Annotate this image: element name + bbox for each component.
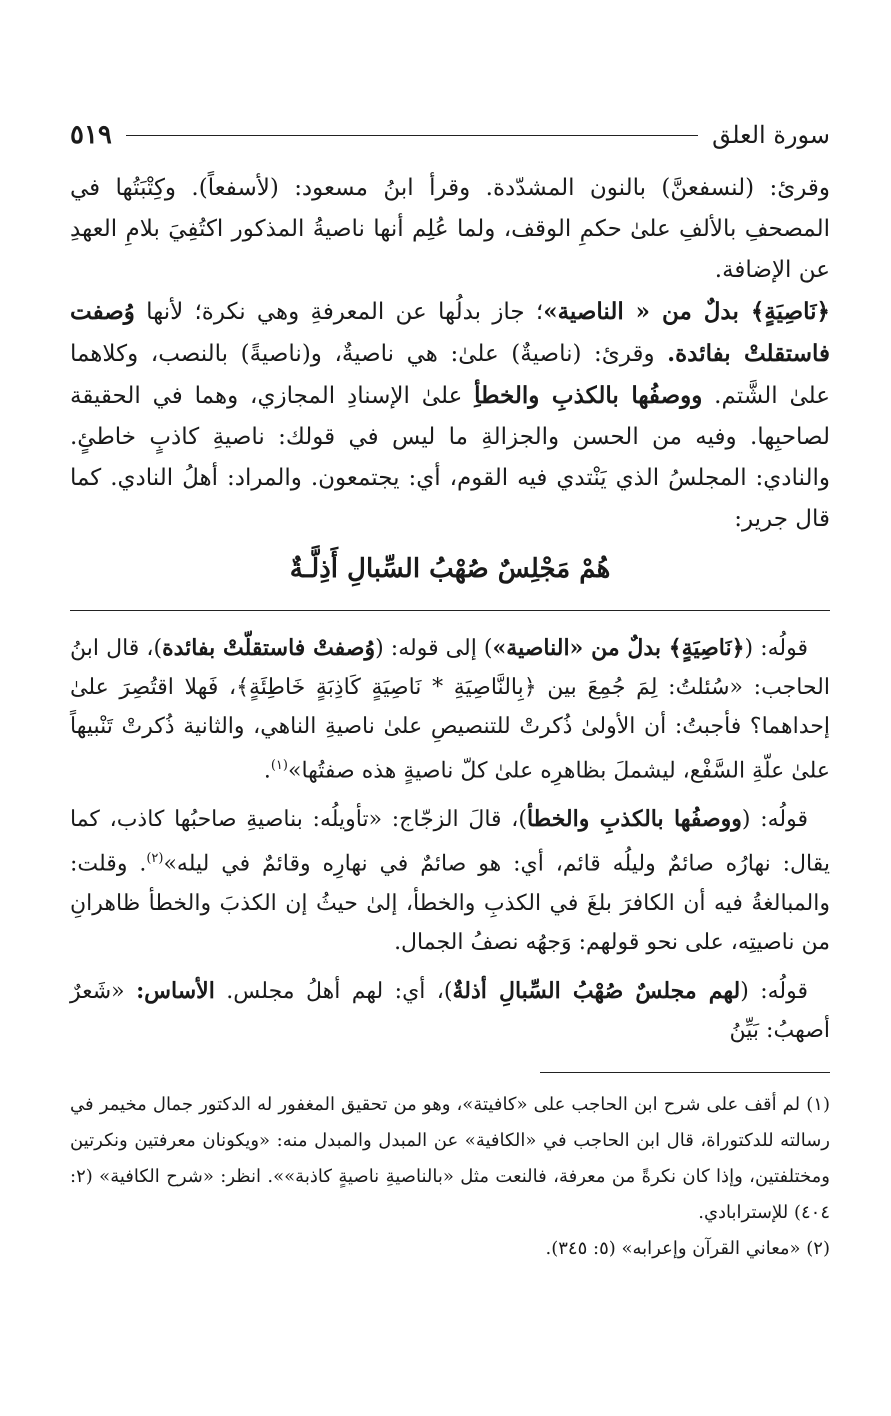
bold-phrase: وُصفت فاستقلتْ بفائدة. — [70, 298, 830, 367]
commentary-paragraph-2 — [70, 800, 830, 961]
bold-phrase: لهم مجلسٌ صُهْبُ السِّبالِ أذلةٌ — [452, 977, 741, 1004]
commentary-section — [70, 629, 830, 1050]
book-page — [70, 110, 830, 1267]
bold-phrase: ووصفُها بالكذبِ والخطأ — [526, 806, 742, 833]
text-run: ) إلى قوله: ( — [375, 636, 493, 661]
bold-phrase: ووصفُها بالكذبِ والخطأِ — [474, 382, 703, 409]
footnotes — [70, 1087, 830, 1267]
footnote-ref: (١) — [270, 758, 288, 773]
poetry-verse: هُمْ مَجْلِسٌ صُهْبُ السِّبالِ أَذِلَّـةٌ — [289, 554, 611, 584]
text-run: قولُه: ( — [741, 807, 808, 833]
main-paragraph-1: وقرئ: (لنسفعنَّ) بالنون المشدّدة. وقرأ ابنُ مسعود: (لأسفعاً). وكِتْبَتُها في المصحفِ بالألفِ علىٰ حكمِ الوقف، ولما عُلِم أنها ناصيةُ المذكور اكتُفِيَ بلامِ العهدِ عن الإضافة. — [70, 175, 830, 283]
surah-name: سورة العلق — [712, 121, 830, 149]
header-rule — [126, 135, 698, 136]
bold-phrase: وُصفتْ فاستقلّتْ بفائدة — [162, 635, 376, 661]
text-run: )، قالَ الزجّاج: «تأويلُه: بناصيةِ صاحبُها كاذب، كما يقال: نهارُه صائمٌ وليلُه قائم، أي: هو صائمٌ في نهارِه وقائمٌ في ليله» — [70, 807, 830, 877]
text-run: )، أي: لهم أهلُ مجلس. — [214, 978, 453, 1004]
footnote-1: (١) لم أقف على شرح ابن الحاجب على «كافيتة»، وهو من تحقيق المغفور له الدكتور جمال مخيمر في رسالته للدكتوراة، قال ابن الحاجب في «الكافية» عن المبدل والمبدل منه: «ويكونان معرفتين ونكرتين ومختلفتين، وإذا كان نكرةً من معرفة، فالنعت مثل «بالناصيةِ ناصيةٍ كاذبة»». انظر: «شرح الكافية» (٢: ٤٠٤) للإسترابادي. — [70, 1093, 831, 1223]
text-run: قولُه: ( — [740, 978, 808, 1004]
main-separator — [70, 610, 830, 611]
main-paragraph-2 — [70, 291, 830, 540]
commentary-paragraph-1 — [70, 629, 830, 790]
text-run: «شَعرٌ أصهبُ: بَيِّنُ — [70, 978, 830, 1043]
text-run: . — [263, 758, 271, 784]
text-run: ؛ جاز بدلُها عن المعرفةِ وهي نكرة؛ لأنها — [134, 299, 544, 325]
bold-phrase: الأساس: — [136, 977, 215, 1004]
text-run: علىٰ الإسنادِ المجازي، وهما في الحقيقة لصاحبِها. وفيه من الحسن والجزالةِ ما ليس في قولك: ناصيةِ كاذبٍ خاطئٍ. والنادي: المجلسُ الذي يَنْتدي فيه القوم، أي: يجتمعون. والمراد: أهلُ النادي. كما قال جرير: — [70, 383, 830, 532]
footnote-2: (٢) «معاني القرآن وإعرابه» (٥: ٣٤٥). — [545, 1237, 830, 1259]
text-run: قولُه: ( — [744, 636, 808, 661]
text-run: وقرئ: (ناصيةٌ) علىٰ: هي ناصيةٌ، و(ناصيةً) بالنصب، وكلاهما علىٰ الشَّتم. — [70, 341, 830, 409]
bold-phrase: ﴿نَاصِيَةٍ﴾ بدلٌ من « الناصية» — [543, 298, 830, 325]
footnote-ref: (٢) — [146, 851, 164, 867]
page-header — [70, 110, 830, 160]
main-text — [70, 168, 830, 594]
bold-phrase: ﴿نَاصِيَةٍ﴾ بدلٌ من «الناصية» — [492, 635, 745, 661]
commentary-paragraph-3 — [70, 972, 830, 1050]
footnote-separator — [540, 1072, 830, 1073]
page-number: ٥١٩ — [70, 120, 112, 150]
text-run: . وقلت: والمبالغةُ فيه أن الكافرَ بلغَ في الكذبِ والخطأ، إلىٰ حيثُ إن الكذبَ والخطأ ظاهرانِ من ناصيتِه، على نحو قولهم: وَجهُه نصفُ الجمال. — [70, 851, 830, 955]
text-run: )، قال ابنُ الحاجب: «سُئلتُ: لِمَ جُمِعَ بين ﴿بِالنَّاصِيَةِ * نَاصِيَةٍ كَاذِبَةٍ خَاطِئَةٍ﴾، فَهلا اقتُصِرَ علىٰ إحداهما؟ فأجبتُ: أن الأولىٰ ذُكرتْ للتنصيصِ علىٰ ناصيةِ الناهي، والثانية ذُكرتْ تَنْبيهاً علىٰ علّةِ السَّفْع، ليشملَ بظاهرِه علىٰ كلّ ناصيةٍ هذه صفتُها» — [70, 636, 830, 784]
